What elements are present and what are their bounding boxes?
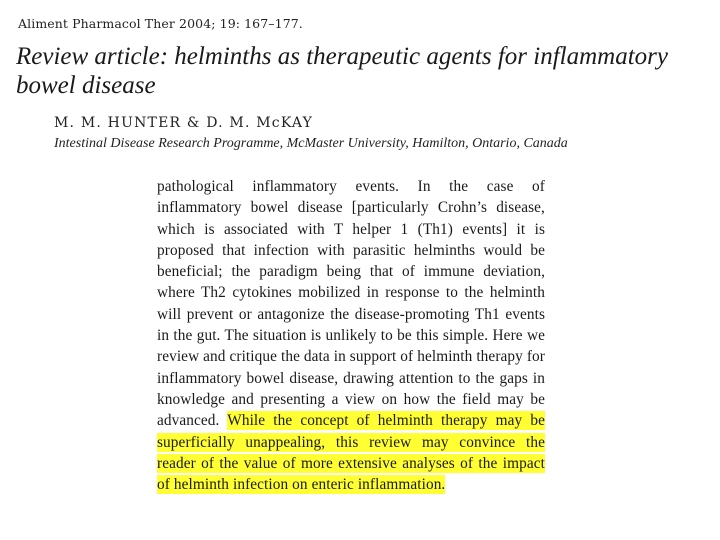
abstract-text: pathological inflammatory events. In the case of inflammatory bowel disease [particularly Crohn’s disease, which is associated with T helper 1 (Th1) events] it is proposed that infection with parasitic helminths would be beneficial; the paradigm being that of immune deviation, where Th2 cytokines mobilized in response to the helminth will prevent or antagonize the disease-promoting Th1 events in the gut. The situation is unlikely to be this simple. Here we review and critique the data in support of helminth therapy for inflammatory bowel disease, drawing attention to the gaps in knowledge and presenting a view on how the field may be advanced.	[157, 178, 545, 430]
author-affiliation: Intestinal Disease Research Programme, McMaster University, Hamilton, Ontario, Canada	[54, 136, 568, 151]
journal-citation: Aliment Pharmacol Ther 2004; 19: 167–177.	[18, 16, 303, 31]
article-title: Review article: helminths as therapeutic agents for inflammatory bowel disease	[16, 43, 668, 99]
abstract-paragraph	[157, 176, 545, 495]
highlighted-sentence: While the concept of helminth therapy may be superficially unappealing, this review may convince the reader of the value of more extensive analyses of the impact of helminth infection on enteric inflammation.	[157, 412, 545, 494]
author-list: M. M. HUNTER & D. M. McKAY	[54, 115, 314, 131]
